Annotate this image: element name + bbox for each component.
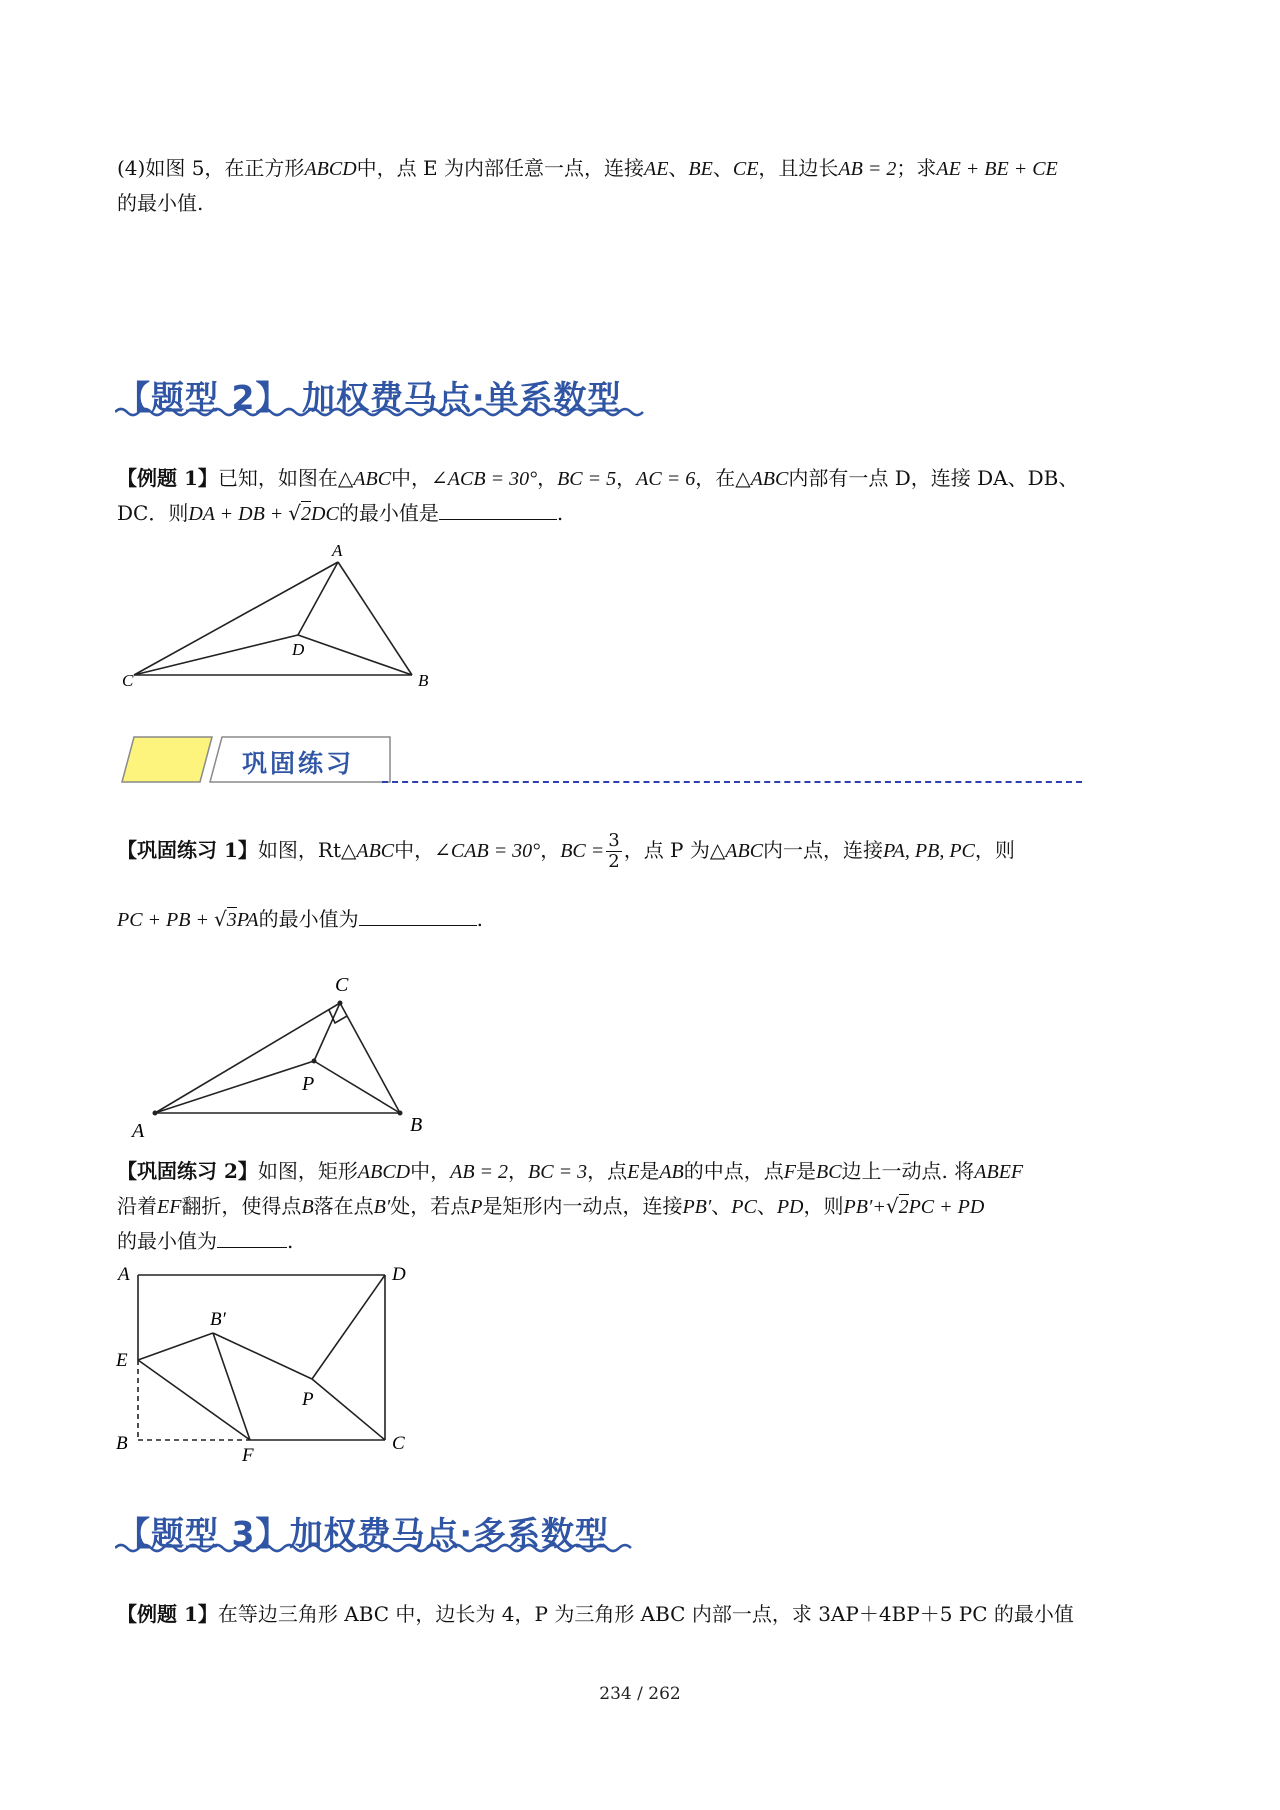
label-b: B (418, 671, 429, 690)
question-4: (4)如图 5，在正方形ABCD中，点 E 为内部任意一点，连接AE、BE、CE，且边长AB = 2；求AE + BE + CE 的最小值. (117, 156, 1058, 215)
sqrt-3: √3 (213, 907, 237, 931)
answer-blank[interactable] (217, 1225, 287, 1248)
figure-rectangle-fold (110, 1262, 430, 1462)
label-p: P (302, 1073, 315, 1095)
example-1-type-3: 【例题 1】在等边三角形 ABC 中，边长为 4，P 为三角形 ABC 内部一点，求 3AP＋4BP＋5 PC 的最小值 (117, 1602, 1074, 1626)
section-heading-type-2: 【题型 2】 加权费马点·单系数型 (117, 378, 622, 417)
practice-banner-label: 巩固练习 (242, 749, 355, 778)
question-label: (4) (117, 156, 146, 180)
label-a: A (118, 1264, 130, 1285)
practice-1-line2: PC + PB + √3PA的最小值为 . (117, 902, 1177, 937)
sqrt-2: √2 (288, 501, 312, 525)
label-p: P (302, 1389, 314, 1410)
label-c: C (122, 671, 134, 690)
sqrt-2: √2 (885, 1194, 909, 1218)
practice-1: 【巩固练习 1】如图，Rt△ABC中，∠CAB = 30°，BC = $\frac{3}{2}$ ，点 P 为△ABC内一点，连接PA, PB, PC，则 (117, 830, 1015, 872)
practice-label: 【巩固练习 2】 (117, 1159, 258, 1183)
label-b-prime: B′ (210, 1309, 226, 1330)
label-d: D (392, 1264, 406, 1285)
answer-blank[interactable] (439, 497, 557, 520)
label-d: D (292, 640, 305, 659)
example-label: 【例题 1】 (117, 1602, 218, 1626)
page-number: 234 / 262 (599, 1684, 681, 1704)
label-c: C (335, 974, 349, 996)
label-b: B (116, 1433, 128, 1454)
label-f: F (242, 1445, 254, 1462)
heading-wavy-underline (115, 405, 645, 419)
practice-dashed-line (382, 781, 1082, 783)
label-a: A (332, 541, 343, 560)
fraction-3-2: $\frac{3}{2}$ (608, 830, 620, 872)
label-e: E (116, 1350, 128, 1371)
label-c: C (392, 1433, 405, 1454)
heading-wavy-underline (115, 1541, 635, 1555)
label-b: B (410, 1114, 423, 1136)
example-1: 【例题 1】已知，如图在△ABC中，∠ACB = 30°，BC = 5，AC = 6，在△ABC内部有一点 D，连接 DA、DB、 DC．则DA + DB + √2DC的最小值是 . (117, 466, 1079, 525)
figure-triangle-abc-p (120, 960, 440, 1140)
practice-label: 【巩固练习 1】 (117, 838, 258, 862)
figure-triangle-abc-d (110, 540, 440, 690)
answer-blank[interactable] (359, 903, 477, 926)
label-a: A (132, 1120, 145, 1140)
practice-2: 【巩固练习 2】如图，矩形ABCD中，AB = 2，BC = 3，点E是AB的中点，点F是BC边上一动点. 将ABEF 沿着EF翻折，使得点B落在点B′处，若点P是矩形内一动点，连接PB′、PC、PD，则PB′+√2PC + PD 的最小值为 . (117, 1159, 1024, 1253)
section-heading-type-3: 【题型 3】加权费马点·多系数型 (117, 1514, 609, 1553)
example-label: 【例题 1】 (117, 466, 218, 490)
